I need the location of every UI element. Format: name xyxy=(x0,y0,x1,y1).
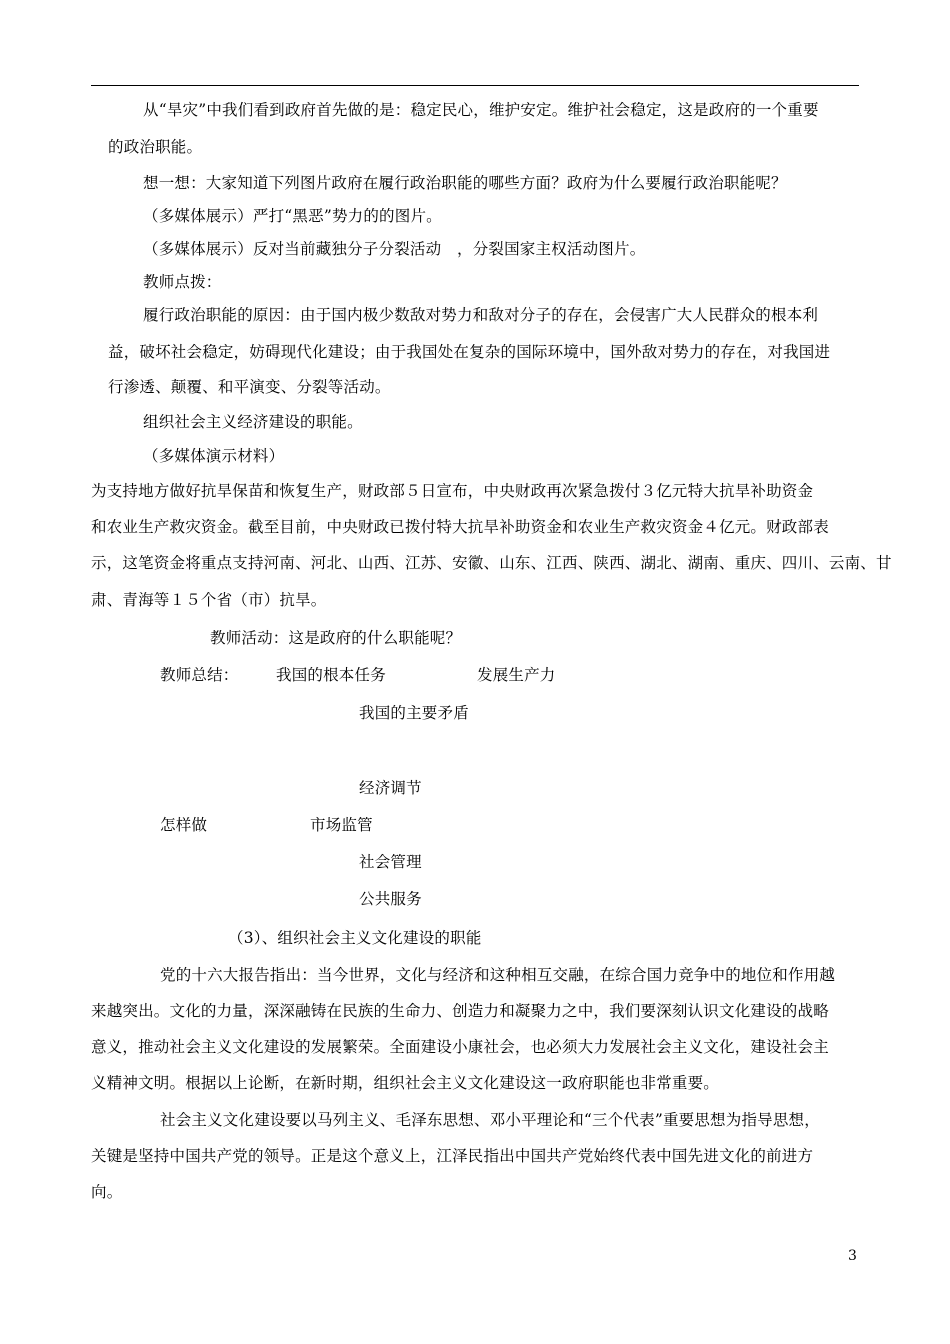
summary-item: 我国的根本任务 xyxy=(276,666,386,684)
text-line: 来越突出。文化的力量，深深融铸在民族的生命力、创造力和凝聚力之中，我们要深刻认识文化建设的战略 xyxy=(91,1002,829,1020)
how-label: 怎样做 xyxy=(160,816,208,834)
text-line: 行渗透、颠覆、和平演变、分裂等活动。 xyxy=(108,378,391,396)
text-line: 的政治职能。 xyxy=(108,138,203,156)
text-line: 社会主义文化建设要以马列主义、毛泽东思想、邓小平理论和“三个代表”重要思想为指导思想， xyxy=(160,1111,820,1129)
text-line: 意义，推动社会主义文化建设的发展繁荣。全面建设小康社会，也必须大力发展社会主义文化，建设社会主 xyxy=(91,1038,829,1056)
text-line: 履行政治职能的原因：由于国内极少数敌对势力和敌对分子的存在，会侵害广大人民群众的根本利 xyxy=(143,306,819,324)
header-rule xyxy=(91,85,859,86)
text-line: （多媒体展示）反对当前藏独分子分裂活动 ，分裂国家主权活动图片。 xyxy=(143,240,646,258)
text-line: 教师点拨： xyxy=(143,273,222,291)
summary-item: 经济调节 xyxy=(359,779,422,797)
summary-item: 发展生产力 xyxy=(477,666,556,684)
text-line: （多媒体展示）严打“黑恶”势力的的图片。 xyxy=(143,207,442,225)
page-number: 3 xyxy=(848,1248,857,1264)
teacher-activity: 教师活动：这是政府的什么职能呢？ xyxy=(210,629,462,647)
section-heading: （3）、组织社会主义文化建设的职能 xyxy=(228,929,482,947)
summary-item: 社会管理 xyxy=(359,853,422,871)
text-line: 党的十六大报告指出：当今世界，文化与经济和这种相互交融，在综合国力竞争中的地位和作用越 xyxy=(160,966,836,984)
text-line: 向。 xyxy=(91,1183,123,1201)
summary-item: 市场监管 xyxy=(310,816,373,834)
text-line: 益，破坏社会稳定，妨碍现代化建设；由于我国处在复杂的国际环境中，国外敌对势力的存在，对我国进 xyxy=(108,343,831,361)
text-line: 想一想：大家知道下列图片政府在履行政治职能的哪些方面？政府为什么要履行政治职能呢？ xyxy=(143,174,787,192)
summary-item: 我国的主要矛盾 xyxy=(359,704,469,722)
text-line: （多媒体演示材料） xyxy=(143,447,285,465)
text-line: 从“旱灾”中我们看到政府首先做的是：稳定民心，维护安定。维护社会稳定，这是政府的一个重要 xyxy=(143,101,819,119)
text-line: 和农业生产救灾资金。截至目前，中央财政已拨付特大抗旱补助资金和农业生产救灾资金４亿元。财政部表 xyxy=(91,518,829,536)
text-line: 肃、青海等１５个省（市）抗旱。 xyxy=(91,591,327,609)
text-line: 为支持地方做好抗旱保苗和恢复生产，财政部５日宣布，中央财政再次紧急拨付３亿元特大抗旱补助资金 xyxy=(91,482,814,500)
text-line: 关键是坚持中国共产党的领导。正是这个意义上，江泽民指出中国共产党始终代表中国先进文化的前进方 xyxy=(91,1147,814,1165)
teacher-summary-label: 教师总结： xyxy=(160,666,239,684)
text-line: 组织社会主义经济建设的职能。 xyxy=(143,413,363,431)
summary-item: 公共服务 xyxy=(359,890,422,908)
text-line: 义精神文明。根据以上论断，在新时期，组织社会主义文化建设这一政府职能也非常重要。 xyxy=(91,1074,720,1092)
text-line: 示，这笔资金将重点支持河南、河北、山西、江苏、安徽、山东、江西、陕西、湖北、湖南、重庆、四川、云南、甘 xyxy=(91,554,892,572)
